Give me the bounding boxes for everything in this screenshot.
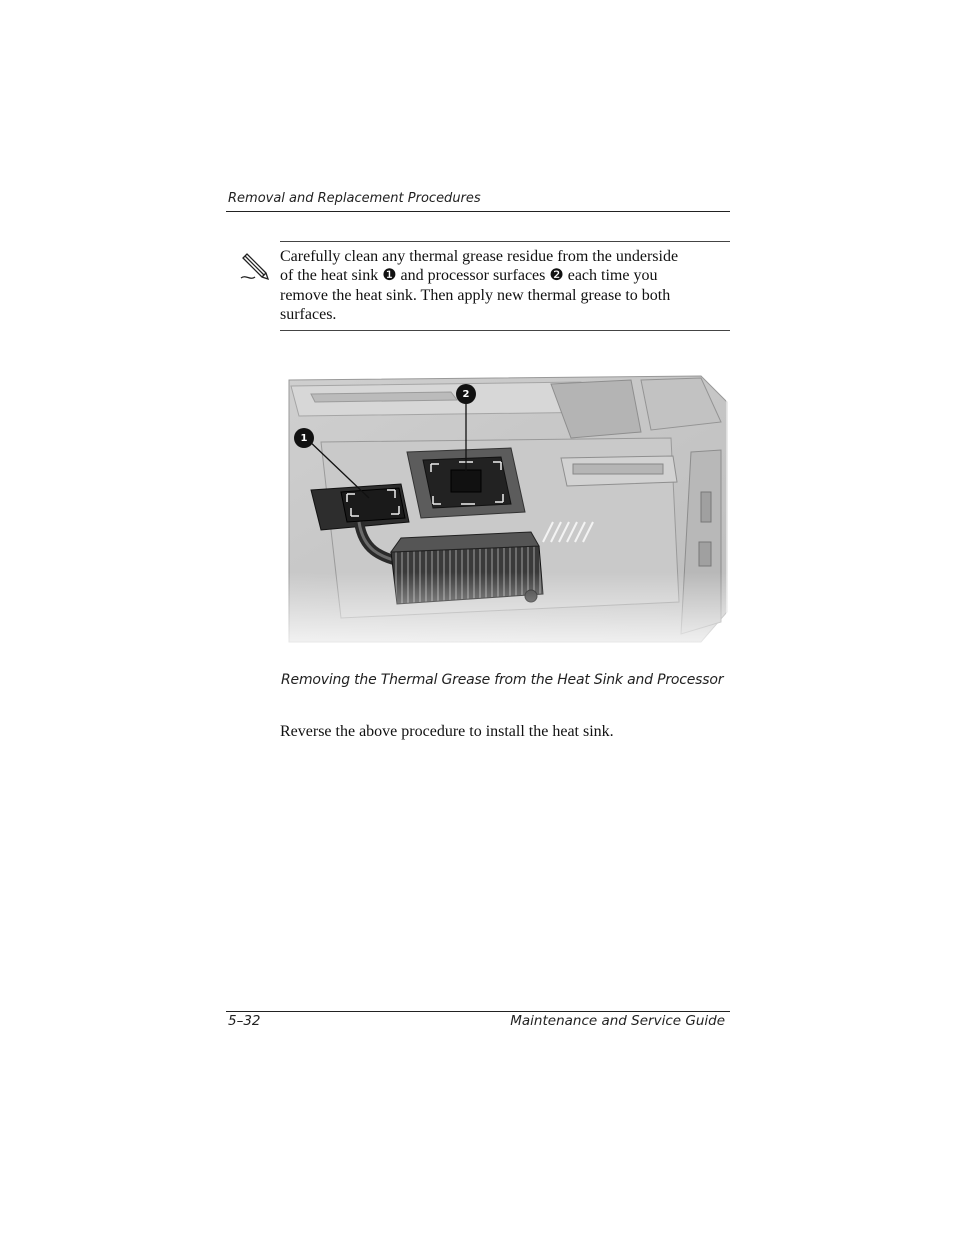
note-top-rule (280, 241, 730, 242)
guide-title: Maintenance and Service Guide (510, 1013, 725, 1029)
note-line: of the heat sink ❶ and processor surfaces ❷ each time you (280, 267, 658, 285)
note-line: remove the heat sink. Then apply new thermal grease to both (280, 286, 671, 304)
note-line: Carefully clean any thermal grease residue from the underside (280, 248, 679, 265)
note-bottom-rule (280, 330, 730, 331)
pencil-note-icon (240, 252, 274, 282)
note-text (280, 247, 730, 324)
heat-sink-figure (281, 372, 729, 650)
section-title: Removal and Replacement Procedures (228, 191, 481, 206)
laptop-interior-illustration (281, 372, 729, 650)
callout-1-badge: 1 (294, 428, 314, 448)
note-line: surfaces. (280, 305, 337, 323)
header-divider (226, 211, 730, 212)
footer-divider (226, 1011, 730, 1012)
body-paragraph: Reverse the above procedure to install the heat sink. (280, 723, 614, 740)
page-number: 5–32 (228, 1013, 261, 1029)
callout-2-badge: 2 (456, 384, 476, 404)
figure-caption: Removing the Thermal Grease from the Heat Sink and Processor (281, 672, 724, 688)
